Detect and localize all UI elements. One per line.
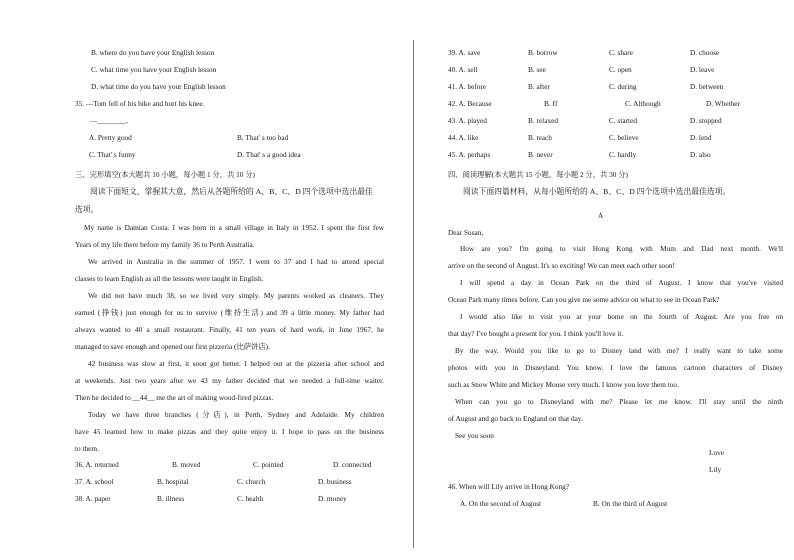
q36-option-a: 36. A. returned <box>75 460 119 469</box>
q43-option-c: C. started <box>609 116 637 125</box>
passage-line: to them. <box>75 444 99 453</box>
passage-line: classes to learn English as all the lessons were taught in English. <box>75 274 264 283</box>
letter-line: I will spend a day in Ocean Park on the third of August. I know that you've visited <box>460 278 783 287</box>
column-divider <box>413 40 414 548</box>
q35-option-c: C. That' s funny <box>89 150 136 159</box>
q42-option-a: 42. A. Because <box>448 99 492 108</box>
passage-line: Years of my life there before my family 36 to Perth Australia. <box>75 240 255 249</box>
q45-option-c: C. hardly <box>609 150 637 159</box>
q39-option-a: 39. A. save <box>448 48 481 57</box>
q34-option-b: B. where do you have your English lesson <box>91 48 215 57</box>
passage-line: managed to save enough and opened our first pizzeria (比萨饼店). <box>75 342 270 351</box>
passage-line: We did not have much 38, so we lived very simply. My parents worked as cleaners. They <box>88 291 384 300</box>
q45-option-b: B. never <box>528 150 553 159</box>
q40-option-c: C. open <box>609 65 632 74</box>
passage-line: have 45 learned how to make pizzas and they quite enjoy it. I hope to pass on the business <box>75 427 384 436</box>
letter-line: I would also like to visit you at your home on the fourth of August. Are you free on <box>460 312 783 321</box>
passage-line: earned (挣钱) just enough for us to survive (维持生活) and 39 a little money. My father had <box>75 308 384 317</box>
letter-signature: Lily <box>709 465 722 474</box>
q34-option-d: D. what time do you have your English lesson <box>91 82 226 91</box>
letter-line: When can you go to Disneyland with me? Please let me know. I'll stay until the ninth <box>455 397 783 406</box>
letter-closing: Love <box>709 448 724 457</box>
q41-option-c: C. during <box>609 82 637 91</box>
letter-line: that day? I've bought a present for you. I think you'll love it. <box>448 329 624 338</box>
passage-line: My name is Damian Costa. I was born in a small village in Italy in 1952. I spent the first few <box>84 223 384 232</box>
q42-option-d: D. Whether <box>706 99 740 108</box>
letter-line: How are you? I'm going to visit Hong Kong with Mum and Dad next month. We'll <box>460 244 783 253</box>
q35-stem: 35. —Tom fell of his bike and hurt his knee. <box>75 99 205 108</box>
q36-option-d: D. connected <box>333 460 372 469</box>
q37-option-d: D. business <box>318 477 352 486</box>
q37-option-c: C. church <box>237 477 266 486</box>
section3-heading: 三、完形填空(本大题共 10 小题，每小题 1 分，共 10 分) <box>75 170 255 179</box>
q38-option-c: C. health <box>237 494 264 503</box>
q43-option-d: D. stopped <box>690 116 722 125</box>
section4-heading: 四、阅读理解(本大题共 15 小题，每小题 2 分，共 30 分) <box>448 170 628 179</box>
section3-instruction-line1: 阅读下面短文，掌握其大意，然后从各题所给的 A、B、C、D 四个选项中选出最佳 <box>90 187 373 196</box>
q37-option-a: 37. A. school <box>75 477 114 486</box>
q45-option-d: D. also <box>690 150 711 159</box>
passage-line: 42 business was slow at first, it soon got better. I helped out at the pizzeria after school and <box>88 359 384 368</box>
q35-option-b: B. That' s too bad <box>237 133 289 142</box>
q35-option-d: D. That' s a good idea <box>237 150 301 159</box>
q39-option-c: C. share <box>609 48 633 57</box>
q40-option-d: D. leave <box>690 65 715 74</box>
q35-option-a: A. Pretty good <box>89 133 132 142</box>
passage-label: A <box>598 211 604 220</box>
letter-line: arrive on the second of August. It's so exciting! We can meet each other soon! <box>448 261 675 270</box>
q42-option-b: B. If <box>544 99 558 108</box>
q45-option-a: 45. A. perhaps <box>448 150 491 159</box>
letter-line: By the way. Would you like to go to Disney land with me? I really want to take some <box>455 346 783 355</box>
section3-instruction-line2: 选项。 <box>75 205 99 214</box>
q38-option-b: B. illness <box>157 494 185 503</box>
q38-option-a: 38. A. paper <box>75 494 111 503</box>
q42-option-c: C. Although <box>625 99 661 108</box>
passage-line: We arrived in Australia in the summer of 1957. I went to 37 and I had to attend special <box>88 257 384 266</box>
letter-line: See you soon <box>455 431 494 440</box>
q39-option-b: B. borrow <box>528 48 558 57</box>
passage-line: at weekends. Just two years after we 43 my father decided that we needed a full-time waiter. <box>75 376 384 385</box>
q36-option-c: C. pointed <box>253 460 284 469</box>
letter-line: photos with you in Disneyland. You know. I love the famous cartoon characters of Disney <box>448 363 783 372</box>
q40-option-a: 40. A. sell <box>448 65 478 74</box>
q41-option-a: 41. A. before <box>448 82 487 91</box>
letter-line: Ocean Park many times before. Can you give me some advice on what to see in Ocean Park? <box>448 295 720 304</box>
letter-greeting: Dear Susan, <box>448 228 484 237</box>
q35-response-blank: —________. <box>90 116 129 125</box>
q43-option-b: B. relaxed <box>528 116 558 125</box>
section4-instruction: 阅读下面四篇材料，从每小题所给的 A、B、C、D 四个选项中选出最佳选项。 <box>463 187 731 196</box>
q44-option-c: C. believe <box>609 133 639 142</box>
letter-line: of August and go back to England on that day. <box>448 414 583 423</box>
q39-option-d: D. choose <box>690 48 720 57</box>
q44-option-b: B. teach <box>528 133 552 142</box>
q34-option-c: C. what time you have your English lesson <box>91 65 217 74</box>
q44-option-a: 44. A. like <box>448 133 479 142</box>
q43-option-a: 43. A. played <box>448 116 487 125</box>
q36-option-b: B. moved <box>172 460 201 469</box>
q46-option-a: A. On the second of August <box>460 499 542 508</box>
q46-option-b: B. On the third of August <box>593 499 668 508</box>
passage-line: Then he decided to __44__ me the art of making wood-fired pizzas. <box>75 393 274 402</box>
letter-line: such as Snow White and Mickey Mouse very much. I know you love them too. <box>448 380 679 389</box>
q46-stem: 46. When will Lily arrive in Hong Kong? <box>448 482 570 491</box>
q44-option-d: D. lend <box>690 133 712 142</box>
passage-line: always wanted to 40 a small restaurant. Finally, 41 ten years of hard work, in June 1967, he <box>75 325 384 334</box>
q37-option-b: B. hospital <box>157 477 189 486</box>
q41-option-b: B. after <box>528 82 550 91</box>
q40-option-b: B. see <box>528 65 546 74</box>
passage-line: Today we have three branches (分店), in Perth, Sydney and Adelaide. My children <box>88 410 384 419</box>
q41-option-d: D. between <box>690 82 724 91</box>
q38-option-d: D. money <box>318 494 347 503</box>
